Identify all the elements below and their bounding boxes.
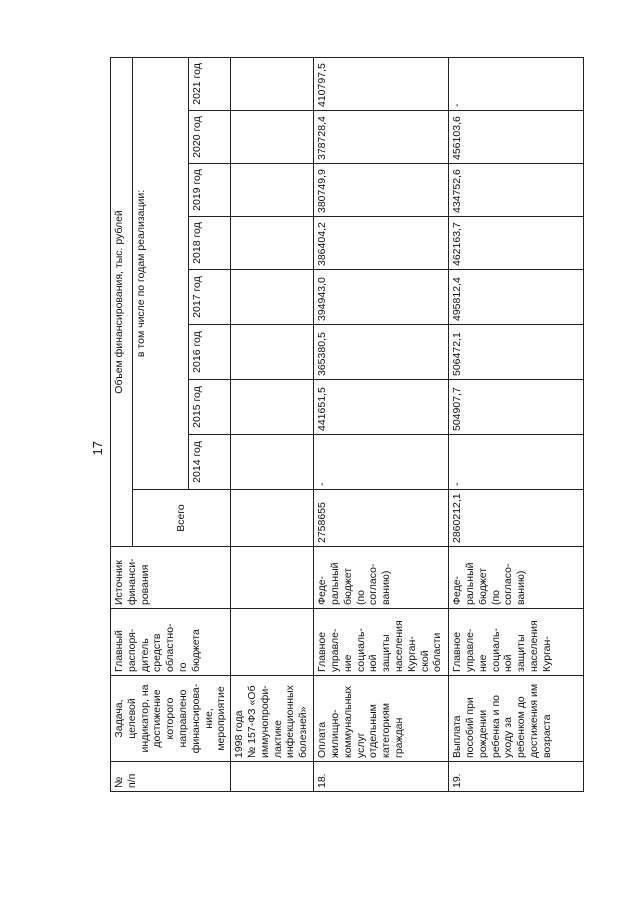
header-year: 2020 год [189, 111, 231, 164]
header-task-text: Задача, целевой индикатор, на достижение которого направлено финансирова- ние, мероприятие [113, 683, 228, 754]
header-year: 2018 год [189, 217, 231, 270]
table-row [314, 57, 449, 791]
header-volume [111, 57, 133, 546]
header-year: 2014 год [189, 435, 231, 490]
header-year: 2021 год [189, 57, 231, 110]
row-year-value [231, 111, 314, 164]
row-year-value: 506472,1 [449, 325, 584, 380]
row-task [314, 676, 449, 762]
row-task [231, 676, 314, 762]
header-source-text: Источник финанси- рования [113, 558, 151, 605]
row-task-text: Выплата пособий при рождении ребенка и по уходу за ребенком до достижения им возраста [451, 683, 553, 758]
header-by-years-text: в том числе по годам реализации: [135, 189, 147, 358]
row-total [231, 490, 314, 547]
row-year-value: 394943,0 [314, 270, 449, 325]
row-year-value [231, 270, 314, 325]
row-year-value [231, 325, 314, 380]
header-year: 2016 год [189, 325, 231, 380]
row-num [449, 762, 584, 792]
row-executor-text: Главное управле- ние социаль- ной защиты населения Курган- [451, 620, 553, 672]
table-row [231, 57, 314, 791]
row-year-value: - [314, 435, 449, 490]
row-year-value: 441651,5 [314, 380, 449, 435]
row-total: 2860212,1 [449, 490, 584, 547]
table-row [449, 57, 584, 791]
row-year-value: - [449, 57, 584, 110]
row-total: 2758655 [314, 490, 449, 547]
row-task [449, 676, 584, 762]
row-source [314, 547, 449, 609]
row-year-value [231, 57, 314, 110]
row-source [449, 547, 584, 609]
header-by-years [133, 57, 189, 489]
header-row-1 [111, 57, 133, 791]
header-executor [111, 609, 231, 676]
row-num [314, 762, 449, 792]
row-executor [314, 609, 449, 676]
row-source [231, 547, 314, 609]
header-year: 2019 год [189, 164, 231, 217]
row-executor [231, 609, 314, 676]
header-num-text: № п/п [113, 773, 138, 788]
row-year-value [231, 435, 314, 490]
row-source-text: Феде- ральный бюджет (по согласо- ванию) [316, 562, 393, 605]
row-task-text: 1998 года № 157-ФЗ «Об иммунопрофи- лактике инфекционных болезней» [233, 685, 310, 758]
row-year-value: 410797,5 [314, 57, 449, 110]
row-num [231, 762, 314, 792]
row-year-value [231, 164, 314, 217]
row-num-text: 19. [451, 773, 464, 788]
header-year: 2017 год [189, 270, 231, 325]
header-executor-text: Главный распоря- дитель средств областно- го бюджета [113, 623, 202, 672]
row-year-value [231, 380, 314, 435]
row-year-value: 434752,6 [449, 164, 584, 217]
row-year-value: 378728,4 [314, 111, 449, 164]
row-year-value: 386404,2 [314, 217, 449, 270]
row-year-value: 365380,5 [314, 325, 449, 380]
row-year-value [231, 217, 314, 270]
header-total-text: Всего [175, 504, 188, 532]
row-year-value: 380749,9 [314, 164, 449, 217]
header-volume-text: Объем финансирования, тыс. рублей [113, 210, 125, 394]
row-year-value: 462163,7 [449, 217, 584, 270]
header-task [111, 676, 231, 762]
row-executor-text: Главное управле- ние социаль- ной защиты населения Курган- ской области [316, 620, 444, 672]
header-year: 2015 год [189, 380, 231, 435]
row-num-text: 18. [316, 773, 329, 788]
row-task-text: Оплата жилищно- коммунальных услуг отдельным категориям граждан [316, 685, 405, 758]
row-year-value: 495812,4 [449, 270, 584, 325]
header-num [111, 762, 231, 792]
page-number: 17 [90, 441, 105, 456]
table-rotated-wrapper [110, 58, 618, 792]
row-executor [449, 609, 584, 676]
header-source [111, 547, 231, 609]
row-source-text: Феде- ральный бюджет (по согласо- ванию) [451, 562, 528, 605]
financing-table [110, 57, 584, 792]
row-year-value: 456103,6 [449, 111, 584, 164]
row-year-value: 504907,7 [449, 380, 584, 435]
row-year-value: - [449, 435, 584, 490]
header-total [133, 490, 231, 547]
